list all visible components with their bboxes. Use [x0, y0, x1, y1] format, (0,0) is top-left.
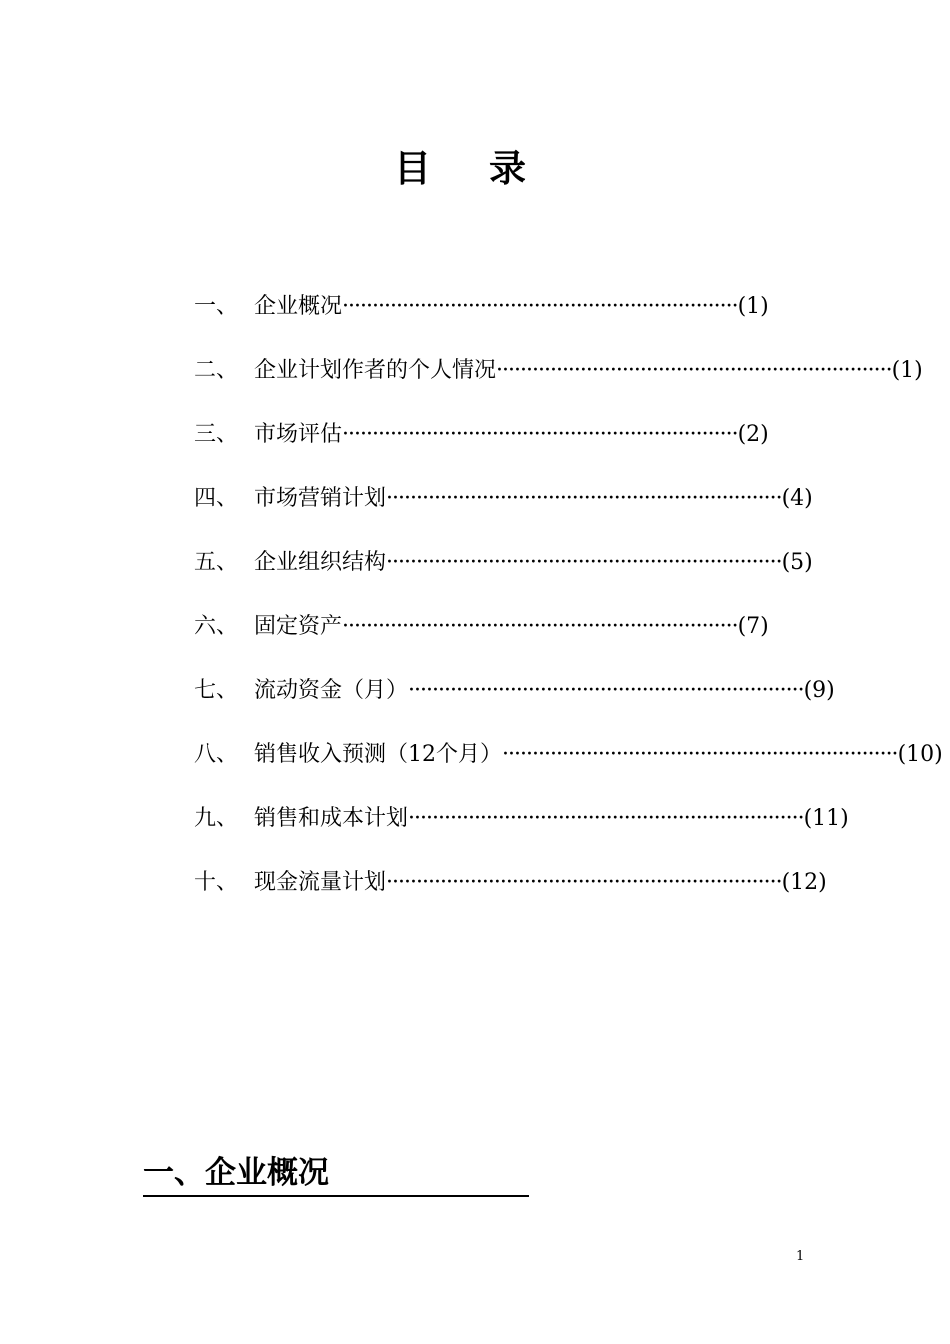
toc-entry[interactable] — [194, 736, 943, 800]
toc-entry-page: (7) — [737, 614, 769, 639]
toc-leader-dots: ·································································· — [408, 806, 804, 831]
toc-entry[interactable] — [194, 480, 813, 544]
toc-entry-title: 销售收入预测（12个月） — [254, 742, 502, 767]
toc-entry-title: 市场评估 — [254, 422, 343, 447]
toc-entry[interactable] — [194, 544, 813, 608]
toc-entry-page: (1) — [737, 294, 769, 319]
toc-leader-dots: ·································································· — [408, 678, 804, 703]
toc-leader-dots: ·································································· — [342, 422, 738, 447]
toc-leader-dots: ·································································· — [386, 550, 782, 575]
toc-title: 目录 — [394, 147, 584, 190]
toc-entry-page: (12) — [781, 870, 827, 895]
section-heading: 一、企业概况 — [143, 1153, 529, 1197]
toc-entry-title: 销售和成本计划 — [254, 806, 409, 831]
toc-entry[interactable] — [194, 288, 769, 352]
toc-entry[interactable] — [194, 800, 849, 864]
toc-entry-page: (9) — [803, 678, 835, 703]
toc-entry-number: 十、 — [194, 870, 239, 895]
toc-entry-title: 流动资金（月） — [254, 678, 409, 703]
toc-entry-number: 七、 — [194, 678, 239, 703]
toc-entry-title: 市场营销计划 — [254, 486, 387, 511]
toc-entry[interactable] — [194, 352, 923, 416]
toc-leader-dots: ·································································· — [342, 294, 738, 319]
toc-entry[interactable] — [194, 864, 827, 928]
toc-entry-number: 八、 — [194, 742, 239, 767]
table-of-contents — [194, 288, 943, 928]
toc-entry-title: 现金流量计划 — [254, 870, 387, 895]
toc-entry-page: (4) — [781, 486, 813, 511]
page-number: 1 — [796, 1249, 805, 1264]
toc-entry-number: 三、 — [194, 422, 239, 447]
toc-entry-number: 六、 — [194, 614, 239, 639]
toc-entry-number: 九、 — [194, 806, 239, 831]
toc-entry-page: (11) — [803, 806, 849, 831]
toc-entry-title: 企业概况 — [254, 294, 343, 319]
toc-leader-dots: ·································································· — [386, 870, 782, 895]
toc-entry-number: 五、 — [194, 550, 239, 575]
toc-entry-title: 固定资产 — [254, 614, 343, 639]
toc-entry[interactable] — [194, 416, 769, 480]
toc-leader-dots: ·································································· — [386, 486, 782, 511]
toc-leader-dots: ·································································· — [496, 358, 892, 383]
toc-entry-number: 一、 — [194, 294, 239, 319]
toc-entry-page: (10) — [897, 742, 943, 767]
toc-leader-dots: ·································································· — [342, 614, 738, 639]
toc-entry-page: (5) — [781, 550, 813, 575]
toc-entry-page: (1) — [891, 358, 923, 383]
toc-entry[interactable] — [194, 608, 769, 672]
toc-entry[interactable] — [194, 672, 835, 736]
toc-entry-title: 企业计划作者的个人情况 — [254, 358, 497, 383]
toc-entry-page: (2) — [737, 422, 769, 447]
toc-leader-dots: ·································································· — [502, 742, 898, 767]
toc-entry-number: 二、 — [194, 358, 239, 383]
toc-entry-title: 企业组织结构 — [254, 550, 387, 575]
toc-entry-number: 四、 — [194, 486, 239, 511]
